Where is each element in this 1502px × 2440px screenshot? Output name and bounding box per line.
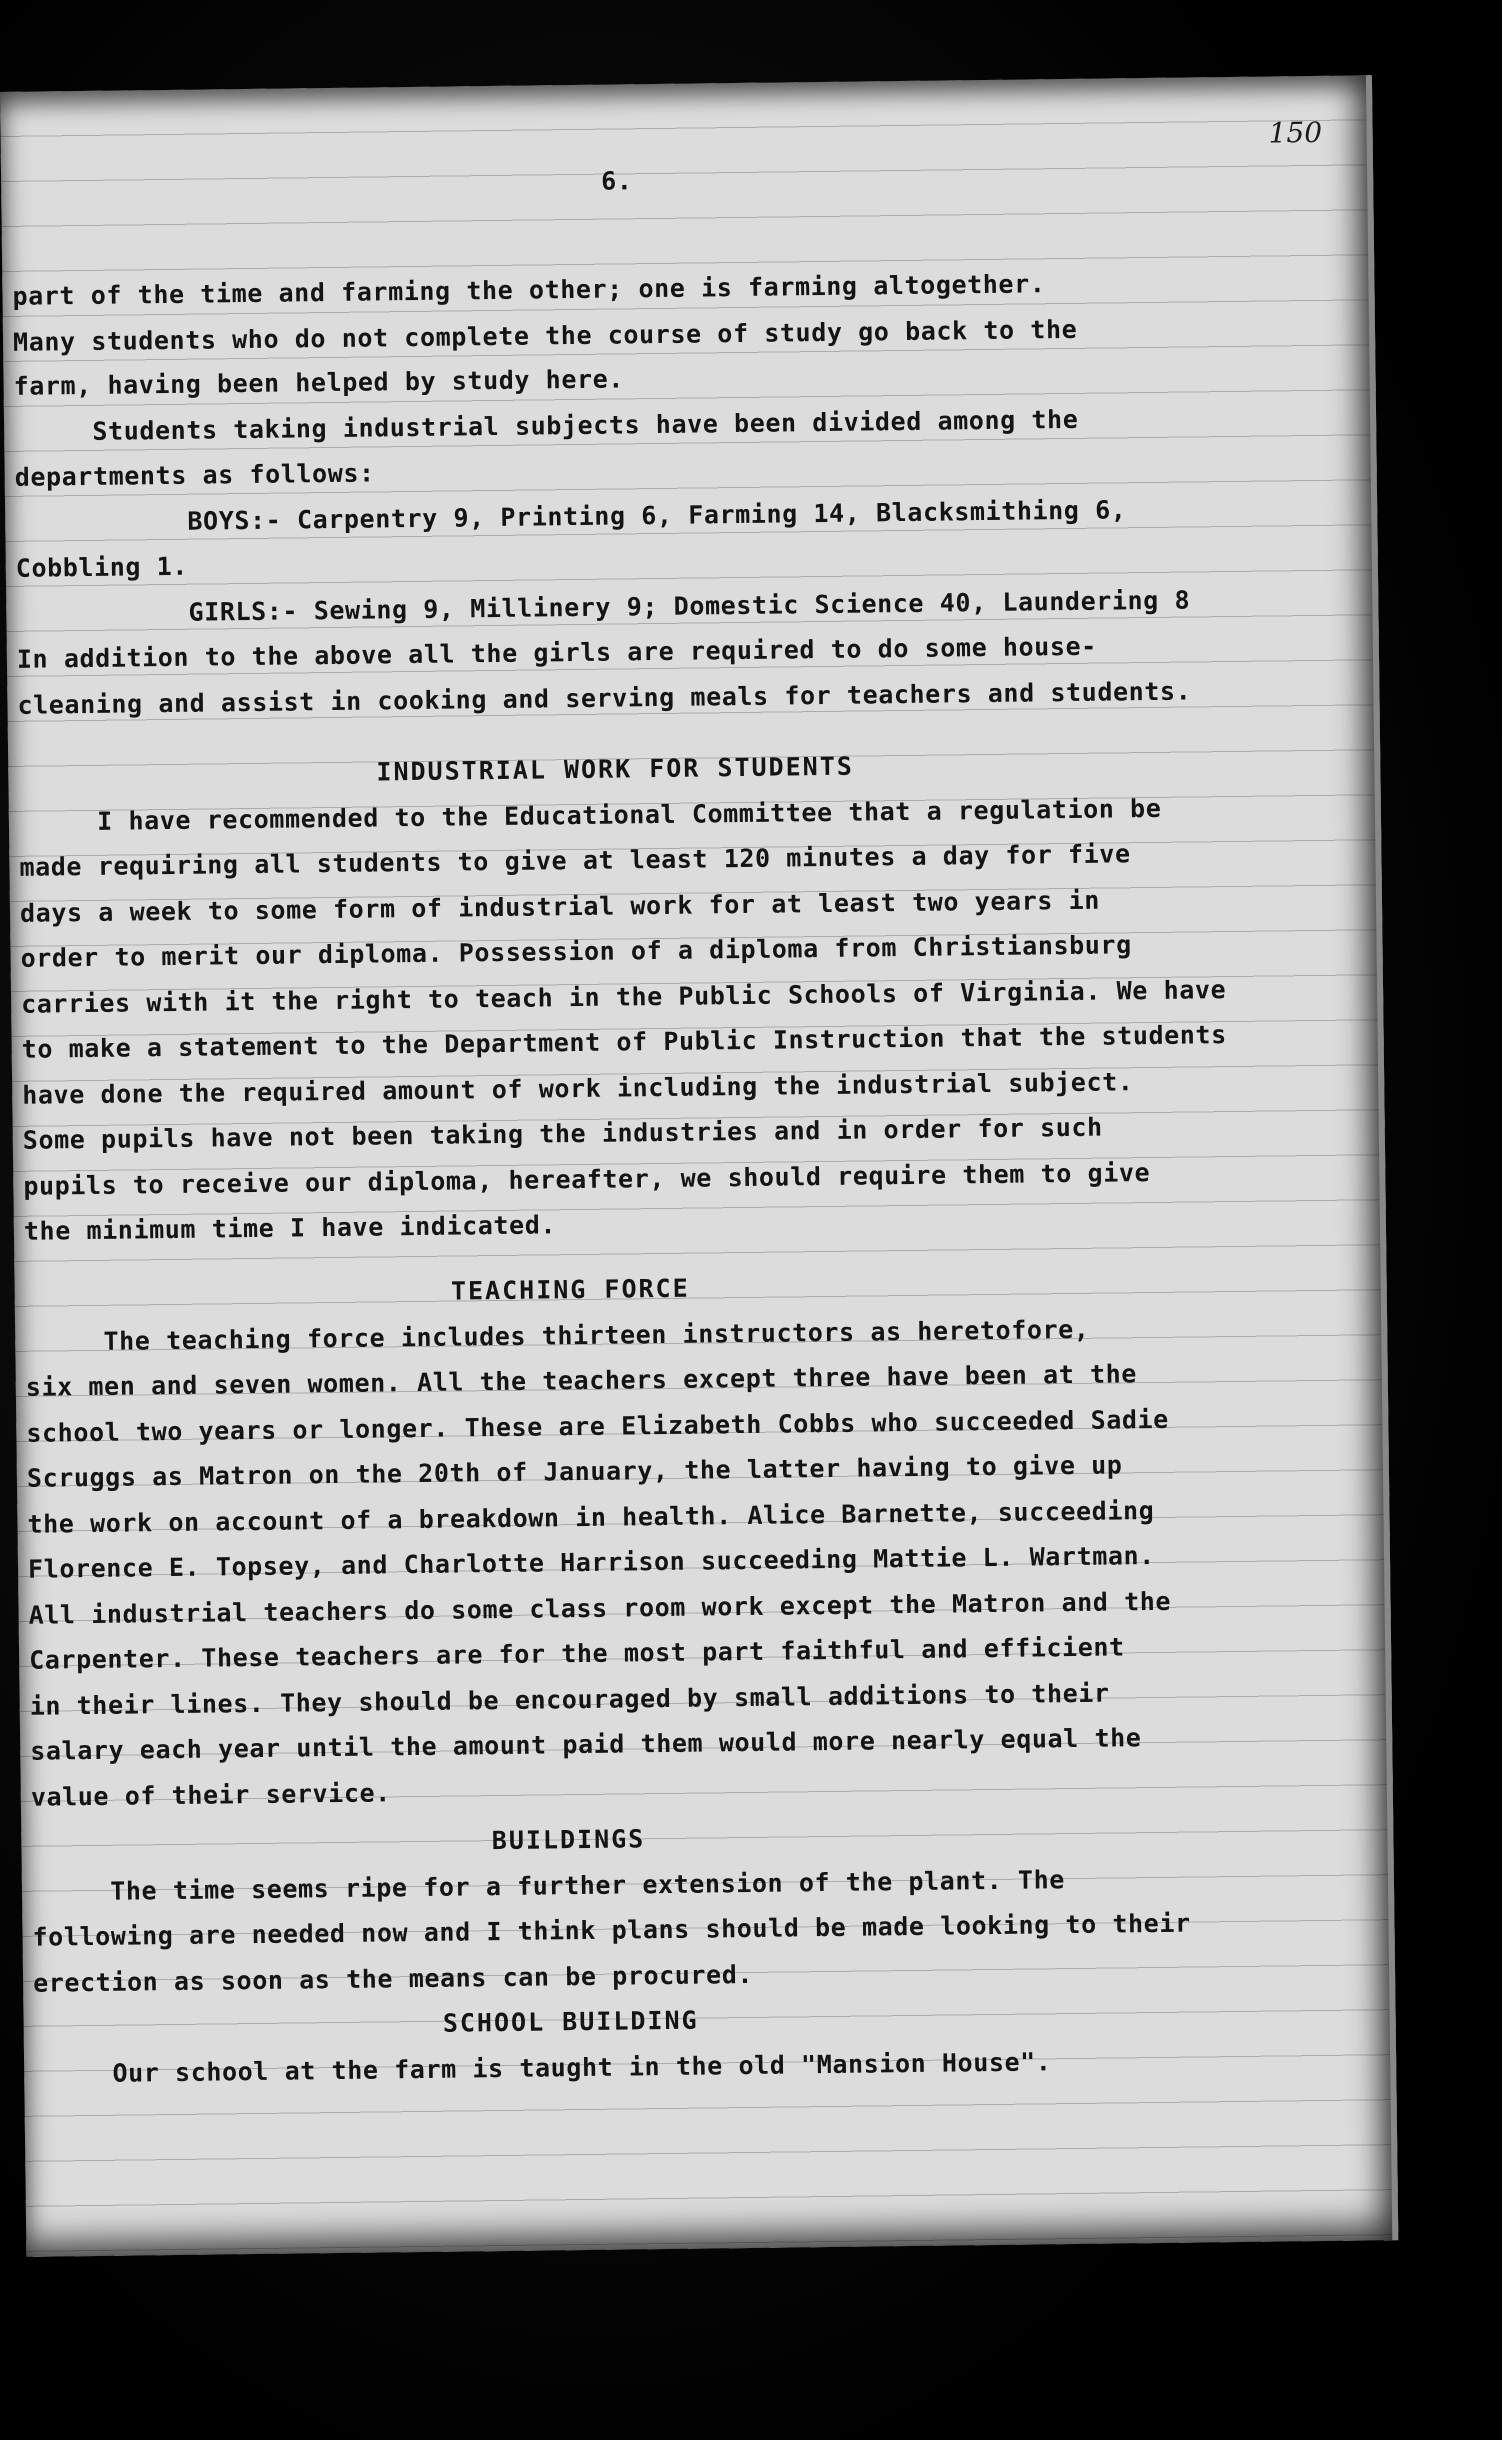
text-line: following are needed now and I think plans should be made looking to their (32, 1908, 1191, 1952)
text-line: the work on account of a breakdown in health. Alice Barnette, succeeding (27, 1496, 1155, 1539)
section-heading-teaching-force: TEACHING FORCE (24, 1273, 690, 1311)
text-line: Cobbling 1. (15, 551, 189, 583)
text-line: part of the time and farming the other; one is farming altogether. (12, 269, 1046, 311)
text-line: departments as follows: (14, 458, 375, 492)
text-line: Students taking industrial subjects have been divided among the (13, 404, 1079, 447)
text-line: to make a statement to the Department of Public Instruction that the students (21, 1020, 1227, 1064)
section-heading-industrial-work: INDUSTRIAL WORK FOR STUDENTS (18, 751, 854, 791)
text-line: The teaching force includes thirteen instructors as heretofore, (25, 1314, 1090, 1357)
text-line: days a week to some form of industrial work for at least two years in (19, 885, 1101, 928)
typed-page-number: 6. (600, 166, 633, 196)
text-line: salary each year until the amount paid them would more nearly equal the (30, 1723, 1142, 1766)
handwritten-page-number: 150 (1268, 115, 1323, 150)
text-line: pupils to receive our diploma, hereafter, we should require them to give (23, 1158, 1151, 1201)
text-line: value of their service. (30, 1778, 391, 1812)
section-heading-school-building: SCHOOL BUILDING (33, 2005, 699, 2043)
text-line: The time seems ripe for a further extension of the plant. The (31, 1865, 1066, 1907)
text-line: the minimum time I have indicated. (23, 1210, 557, 1246)
section-heading-buildings: BUILDINGS (31, 1824, 646, 1861)
document-page (0, 75, 1398, 2257)
text-line: farm, having been helped by study here. (13, 364, 625, 401)
text-line: I have recommended to the Educational Committee that a regulation be (18, 793, 1162, 837)
text-line: Florence E. Topsey, and Charlotte Harrison succeeding Mattie L. Wartman. (27, 1541, 1156, 1584)
boys-departments-line: BOYS:- Carpentry 9, Printing 6, Farming 14, Blacksmithing 6, (15, 495, 1127, 538)
text-line: carries with it the right to teach in the Public Schools of Virginia. We have (20, 975, 1227, 1019)
text-line: Our school at the farm is taught in the old "Mansion House". (34, 2047, 1052, 2089)
text-line: Some pupils have not been taking the industries and in order for such (22, 1112, 1103, 1155)
text-line: Carpenter. These teachers are for the most part faithful and efficient (28, 1632, 1125, 1675)
text-line: cleaning and assist in cooking and serving meals for teachers and students. (17, 676, 1192, 720)
text-line: All industrial teachers do some class room work except the Matron and the (28, 1586, 1172, 1630)
girls-departments-line: GIRLS:- Sewing 9, Millinery 9; Domestic Science 40, Laundering 8 (16, 585, 1191, 629)
text-line: six men and seven women. All the teachers except three have been at the (25, 1359, 1138, 1402)
text-line: erection as soon as the means can be procured. (32, 1959, 754, 1998)
text-line: in their lines. They should be encouraged by small additions to their (29, 1678, 1110, 1721)
text-line: Scruggs as Matron on the 20th of January, the latter having to give up (26, 1450, 1123, 1493)
text-line: made requiring all students to give at least 120 minutes a day for five (19, 839, 1131, 882)
text-line: In addition to the above all the girls are required to do some house- (16, 631, 1097, 674)
text-line: school two years or longer. These are Elizabeth Cobbs who succeeded Sadie (26, 1404, 1170, 1448)
text-line: Many students who do not complete the course of study go back to the (12, 314, 1078, 357)
text-line: have done the required amount of work including the industrial subject. (22, 1067, 1134, 1110)
text-line: order to merit our diploma. Possession of a diploma from Christiansburg (20, 930, 1132, 973)
